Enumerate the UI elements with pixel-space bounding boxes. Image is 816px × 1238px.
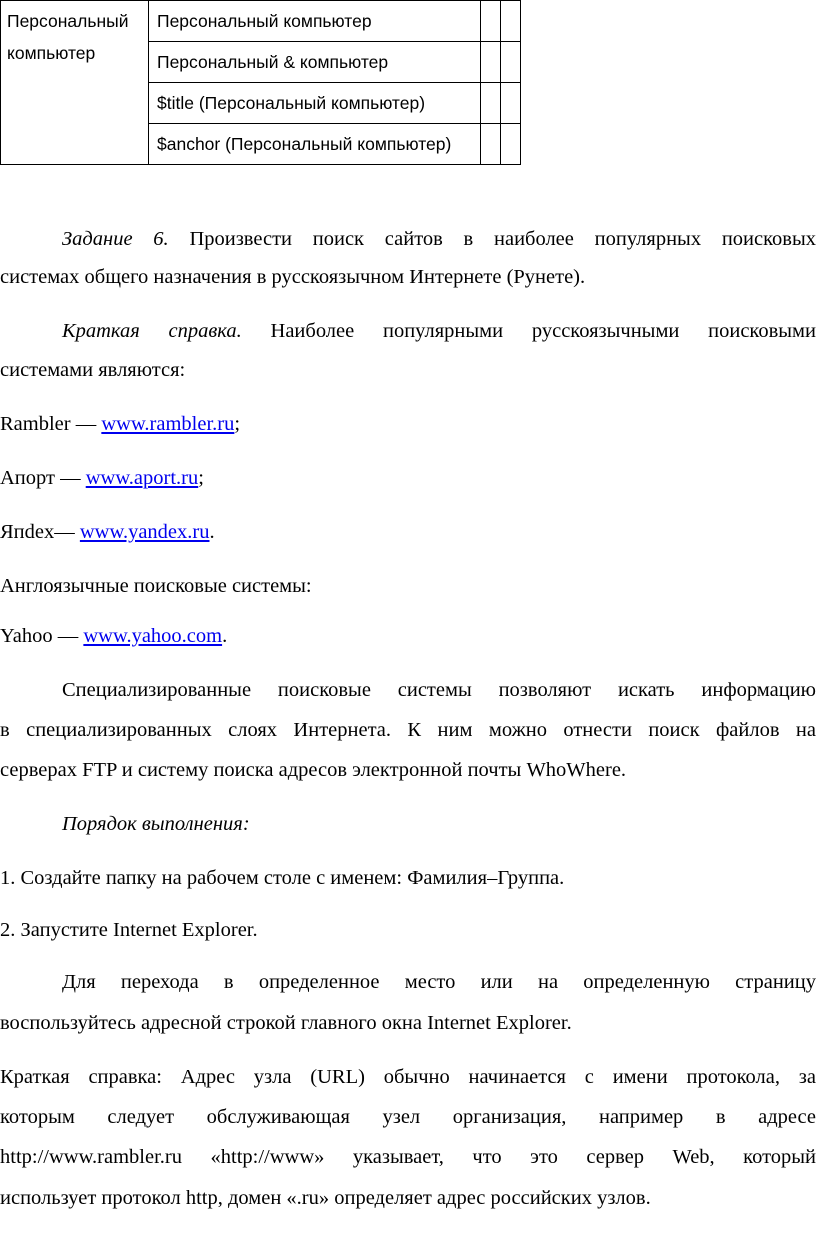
engine-link-aport[interactable]: www.aport.ru <box>85 467 199 489</box>
engine-name: Rambler <box>0 413 71 435</box>
url-note-line: Краткая справка: Адрес узла (URL) обычно начинается с имени протокола, за <box>0 1066 816 1088</box>
nav-paragraph-line: воспользуйтесь адресной строкой главного окна Internet Explorer. <box>0 1012 572 1034</box>
url-note-line: http://www.rambler.ru «http://www» указывает, что это сервер Web, который <box>0 1146 816 1168</box>
engine-name: Япdex <box>0 521 55 543</box>
engine-dash: — <box>70 413 102 435</box>
table-empty-cell <box>501 1 521 42</box>
brief-paragraph-line: системами являются: <box>0 359 186 381</box>
table-empty-cell <box>481 124 501 165</box>
nav-paragraph-line: Для перехода в определенное место или на определенную страницу <box>62 971 816 993</box>
engine-line-aport <box>0 466 204 490</box>
table-empty-cell <box>481 42 501 83</box>
engine-link-yahoo[interactable]: www.yahoo.com <box>83 625 223 647</box>
brief-text: Наиболее популярными русскоязычными поисковыми <box>270 320 816 342</box>
table-query-cell: Персональный & компьютер <box>149 42 481 83</box>
english-engines-header: Англоязычные поисковые системы: <box>0 575 312 597</box>
task6-paragraph-line: системах общего назначения в русскоязычном Интернете (Рунете). <box>0 266 586 288</box>
table-query-cell: Персональный компьютер <box>149 1 481 42</box>
url-note-line: которым следует обслуживающая узел организация, например в адресе <box>0 1106 816 1128</box>
engine-end-punct: ; <box>198 467 204 489</box>
engine-line-yahoo <box>0 624 227 648</box>
engine-name: Yahoo <box>0 625 53 647</box>
table-empty-cell <box>481 83 501 124</box>
engine-end-punct: . <box>222 625 228 647</box>
engine-end-punct: . <box>209 521 215 543</box>
special-paragraph-line: в специализированных слоях Интернета. К ним можно отнести поиск файлов на <box>0 719 816 741</box>
special-paragraph-line: Специализированные поисковые системы позволяют искать информацию <box>62 679 816 701</box>
engine-name: Апорт <box>0 467 55 489</box>
task6-text: Произвести поиск сайтов в наиболее популярных поисковых <box>189 228 816 250</box>
task6-label: Задание 6. <box>62 228 169 250</box>
table-empty-cell <box>501 83 521 124</box>
query-table <box>0 0 521 165</box>
engine-dash: — <box>54 467 86 489</box>
step-item: 1. Создайте папку на рабочем столе с именем: Фамилия–Группа. <box>0 867 565 889</box>
task6-paragraph-line <box>62 227 816 251</box>
engine-dash: — <box>54 521 80 543</box>
table-query-cell: $anchor (Персональный компьютер) <box>149 124 481 165</box>
engine-line-rambler <box>0 412 240 436</box>
table-row <box>1 1 521 42</box>
brief-paragraph-line <box>62 319 816 343</box>
engine-line-yandex <box>0 520 215 544</box>
table-empty-cell <box>501 124 521 165</box>
procedure-label: Порядок выполнения: <box>62 813 250 835</box>
engine-link-yandex[interactable]: www.yandex.ru <box>79 521 210 543</box>
step-item: 2. Запустите Internet Explorer. <box>0 919 258 941</box>
table-first-cell: Персональный компьютер <box>1 1 149 165</box>
table-empty-cell <box>481 1 501 42</box>
engine-link-rambler[interactable]: www.rambler.ru <box>101 413 235 435</box>
table-query-cell: $title (Персональный компьютер) <box>149 83 481 124</box>
table-empty-cell <box>501 42 521 83</box>
url-note-line: использует протокол http, домен «.ru» определяет адрес российских узлов. <box>0 1187 651 1209</box>
special-paragraph-line: серверах FTP и систему поиска адресов электронной почты WhoWhere. <box>0 759 627 781</box>
engine-dash: — <box>52 625 84 647</box>
brief-label: Краткая справка. <box>62 320 242 342</box>
engine-end-punct: ; <box>234 413 241 435</box>
